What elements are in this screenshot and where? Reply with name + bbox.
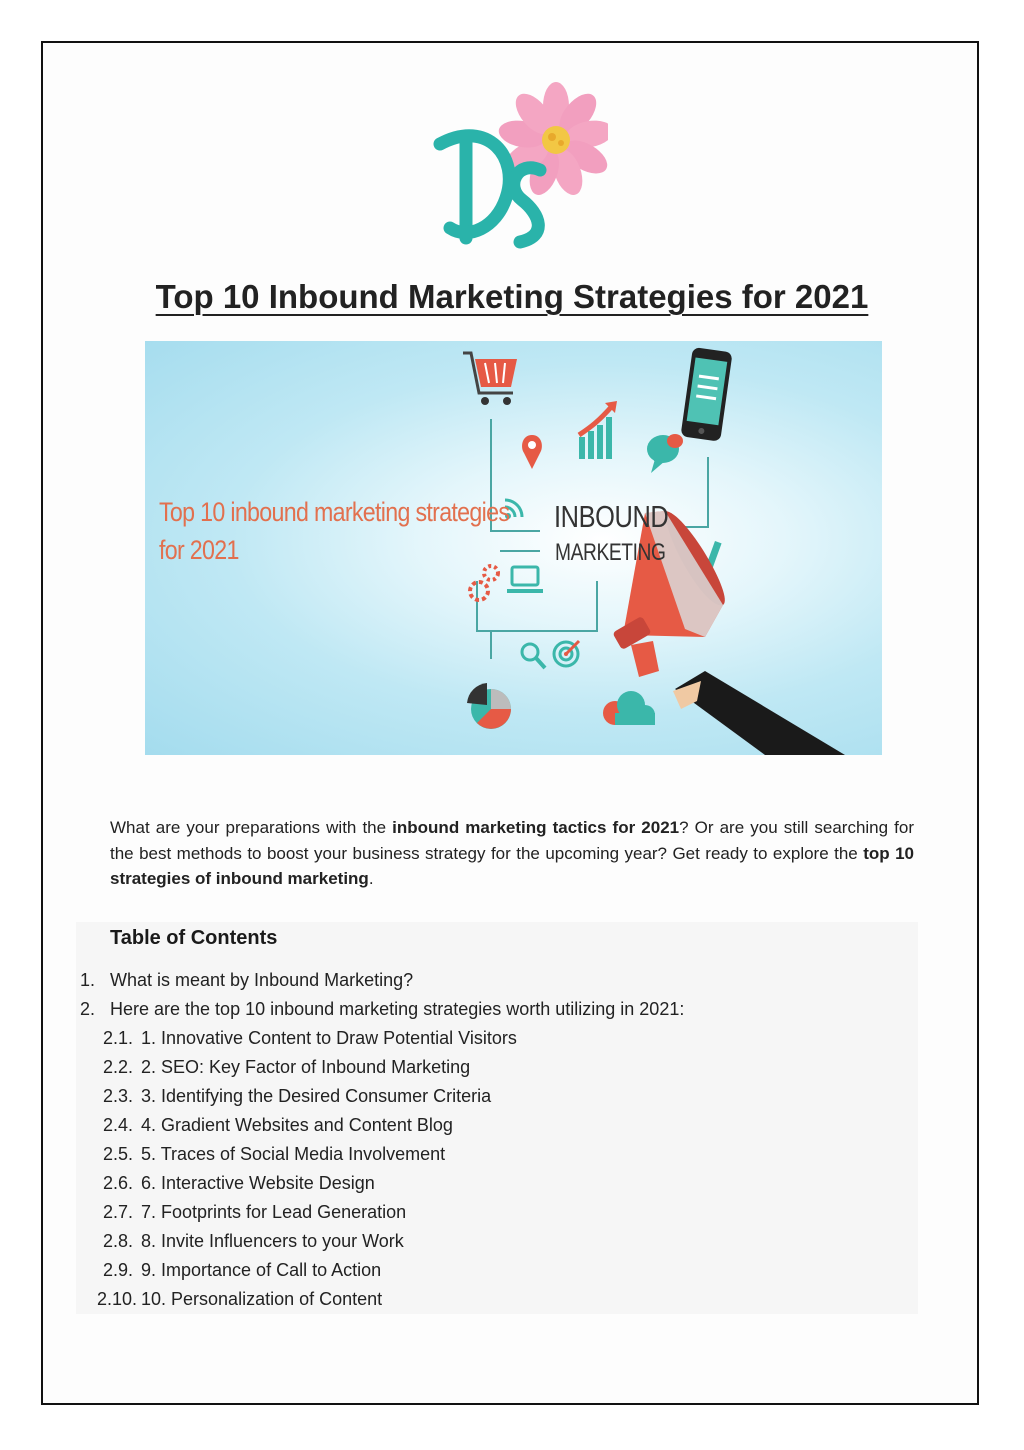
toc-subitem-number: 2.9. [103, 1260, 134, 1280]
toc-sublink[interactable]: 3. Identifying the Desired Consumer Criteria [141, 1086, 492, 1106]
toc-sublink[interactable]: 10. Personalization of Content [141, 1289, 383, 1309]
intro-bold-1: inbound marketing tactics for 2021 [392, 818, 680, 837]
toc-subitem-number: 2.10. [97, 1289, 138, 1309]
toc-subitem-number: 2.8. [103, 1231, 134, 1251]
pie-chart-icon [467, 683, 511, 729]
toc-sublink[interactable]: 2. SEO: Key Factor of Inbound Marketing [141, 1057, 471, 1077]
toc-subitem-number: 2.6. [103, 1173, 134, 1193]
intro-paragraph [110, 815, 914, 892]
intro-text-3: . [368, 869, 374, 888]
toc-sublink[interactable]: 6. Interactive Website Design [141, 1173, 375, 1193]
cloud-icon [603, 691, 655, 725]
toc-item-number: 1. [80, 970, 96, 990]
toc-sublink[interactable]: 9. Importance of Call to Action [141, 1260, 382, 1280]
page-title: Top 10 Inbound Marketing Strategies for 2021 [155, 278, 869, 315]
hero-image [145, 341, 882, 755]
toc-sublink[interactable]: 7. Footprints for Lead Generation [141, 1202, 407, 1222]
shopping-cart-icon [463, 353, 517, 405]
hero-badge-line2: MARKETING [555, 539, 666, 566]
toc-subitem-number: 2.7. [103, 1202, 134, 1222]
toc-item-number: 2. [80, 999, 96, 1019]
laptop-icon [507, 567, 543, 591]
intro-bold-2: top 10 strategies of inbound marketing [110, 843, 914, 888]
toc-sublink[interactable]: 4. Gradient Websites and Content Blog [141, 1115, 453, 1135]
intro-text-2: ? Or are you still searching for the best methods to boost your business strategy for the upcoming year? Get ready to explore the [110, 818, 915, 863]
hero-caption-line1: Top 10 inbound marketing strategies [159, 497, 510, 527]
growth-chart-icon [579, 401, 617, 459]
target-icon [554, 641, 579, 666]
toc-heading: Table of Contents [110, 927, 278, 949]
toc-link-inbound-marketing[interactable]: What is meant by Inbound Marketing? [110, 970, 414, 990]
search-icon [522, 644, 545, 668]
toc-subitem-number: 2.3. [103, 1086, 134, 1106]
location-pin-icon [522, 435, 542, 469]
toc-subitem-number: 2.5. [103, 1144, 134, 1164]
hero-caption-line2: for 2021 [159, 535, 239, 565]
smartphone-icon [680, 347, 732, 442]
toc-link-strategies[interactable]: Here are the top 10 inbound marketing strategies worth utilizing in 2021: [110, 999, 685, 1019]
site-logo [428, 78, 608, 253]
toc-subitem-number: 2.1. [103, 1028, 134, 1048]
hero-caption [159, 493, 509, 569]
intro-text-1: What are your preparations with the [110, 818, 393, 837]
table-of-contents [76, 922, 918, 1314]
hero-badge-line1: INBOUND [554, 499, 669, 534]
gear-icon [470, 566, 498, 600]
chat-bubble-icon [647, 434, 683, 473]
toc-sublink[interactable]: 8. Invite Influencers to your Work [141, 1231, 404, 1251]
toc-sublink[interactable]: 1. Innovative Content to Draw Potential Visitors [141, 1028, 517, 1048]
toc-subitem-number: 2.4. [103, 1115, 134, 1135]
toc-subitem-number: 2.2. [103, 1057, 134, 1077]
toc-sublink[interactable]: 5. Traces of Social Media Involvement [141, 1144, 446, 1164]
